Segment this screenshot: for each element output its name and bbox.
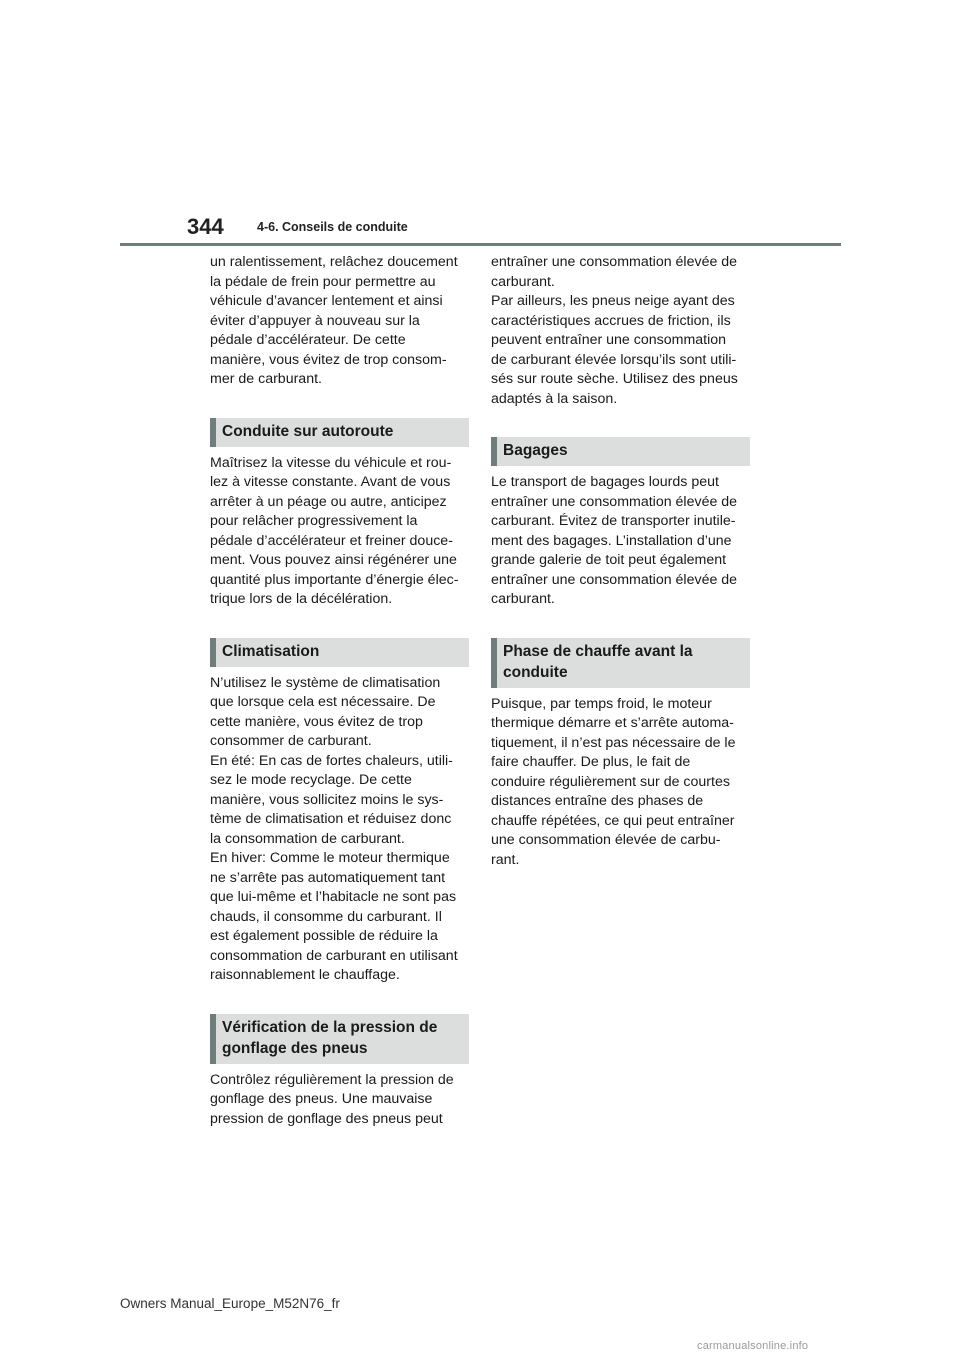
- left-intro-paragraph: un ralentissement, relâchez doucement la pédale de frein pour permettre au véhicule d’avancer lentement et ainsi éviter d’appuyer à nouveau sur la pédale d’accélérateur. De cette manière, vous évitez de trop consom- mer de carburant.: [210, 254, 458, 387]
- paragraph-phase-chauffe: Puisque, par temps froid, le moteur thermique démarre et s’arrête automa- tiquement, il n’est pas nécessaire de le faire chauffer. De plus, le fait de conduire régulièrement sur de courtes distances entraîne des phases de chauffe répétées, ce qui peut entraîner une consommation élevée de carbu- rant.: [491, 695, 736, 868]
- heading-conduite-autoroute: Conduite sur autoroute: [210, 418, 469, 447]
- paragraph-conduite-autoroute: Maîtrisez la vitesse du véhicule et rou- lez à vitesse constante. Avant de vous arrêter à un péage ou autre, anticipez pour relâcher progressivement la pédale d’accélérateur et freiner douce- ment. Vous pouvez ainsi régénérer une quantité plus importante d’énergie élec- trique lors de la décélération.: [210, 454, 459, 607]
- right-column: [491, 253, 749, 870]
- watermark: carmanualsonline.info: [697, 1340, 809, 1352]
- heading-bagages: Bagages: [491, 437, 750, 466]
- heading-pression-pneus: Vérification de la pression de gonflage des pneus: [210, 1014, 469, 1064]
- header-divider: [120, 243, 841, 246]
- heading-climatisation: Climatisation: [210, 638, 469, 667]
- section-title: 4-6. Conseils de conduite: [257, 220, 408, 234]
- paragraph-pression-pneus: Contrôlez régulièrement la pression de gonflage des pneus. Une mauvaise pression de gonflage des pneus peut: [210, 1071, 454, 1127]
- heading-phase-chauffe: Phase de chauffe avant la conduite: [491, 638, 750, 688]
- right-intro-paragraph: entraîner une consommation élevée de carburant. Par ailleurs, les pneus neige ayant des caractéristiques accrues de friction, ils peuvent entraîner une consommation de carburant élevée lorsqu’ils sont utili- sés sur route sèche. Utilisez des pneus adaptés à la saison.: [491, 254, 738, 407]
- paragraph-climatisation: N’utilisez le système de climatisation que lorsque cela est nécessaire. De cette manière, vous évitez de trop consommer de carburant. En été: En cas de fortes chaleurs, utili- sez le mode recyclage. De cette manière, vous sollicitez moins le sys- tème de climatisation et réduisez donc la consommation de carburant. En hiver: Comme le moteur thermique ne s’arrête pas automatiquement tant que lui-même et l’habitacle ne sont pas chauds, il consomme du carburant. Il est également possible de réduire la consommation de carburant en utilisant raisonnablement le chauffage.: [210, 674, 458, 983]
- page-number: 344: [187, 214, 224, 239]
- footer-manual-name: Owners Manual_Europe_M52N76_fr: [120, 1296, 340, 1311]
- paragraph-bagages: Le transport de bagages lourds peut entraîner une consommation élevée de carburant. Évitez de transporter inutile- ment des bagages. L’installation d’une grande galerie de toit peut également entraîner une consommation élevée de carburant.: [491, 474, 738, 607]
- left-column: [210, 253, 468, 1129]
